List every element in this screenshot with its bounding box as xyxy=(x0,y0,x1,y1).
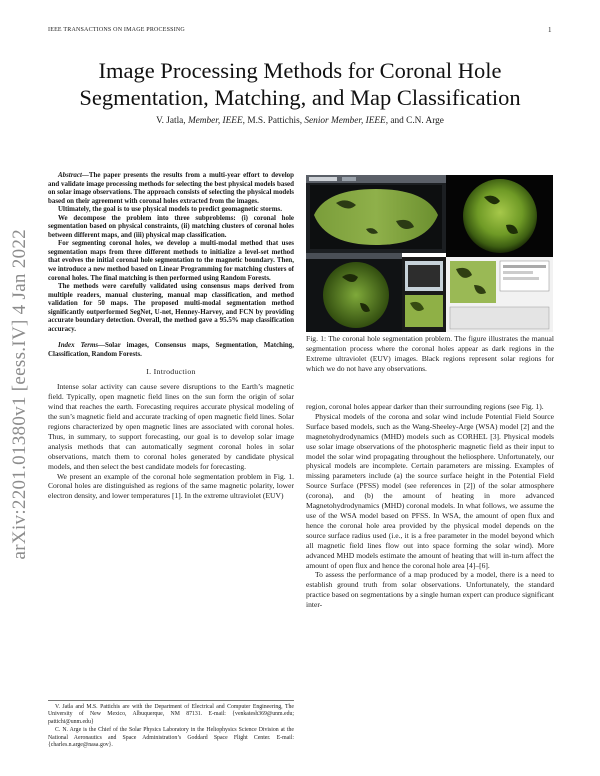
abstract-p5: The methods were carefully validated using consensus maps derived from multiple readers, manual clustering, manual map classification, and method validation for 50 maps. The proposed multi-modal segmentation method significantly outperformed SegNet, U-net, Henney-Harvey, and FCN by providing accurate boundary detection. Overall, the method gave a 95.5% map classification accuracy. xyxy=(48,282,294,333)
footnote-rule xyxy=(48,700,294,701)
segmentation-inset xyxy=(450,261,496,303)
figure-1-caption xyxy=(306,334,554,374)
author-2: , M.S. Pattichis, xyxy=(242,116,305,126)
abstract-p1: The paper presents the results from a multi-year effort to develop and validate image processing methods for selecting the best physical models based on solar image observations. The approach consists of selecting the physical models based on their agreement with coronal holes extracted from the images. xyxy=(48,171,294,205)
arxiv-stamp xyxy=(5,224,35,564)
right-paragraph-0: region, coronal holes appear darker than their surrounding regions (see Fig. 1). xyxy=(306,402,544,411)
paper-title xyxy=(40,57,560,111)
abstract-p4: For segmenting coronal holes, we develop a multi-modal method that uses segmentation maps from three different methods to initialize a level-set method that evolves the initial coronal hole segmentation to the magnetic boundary. Then, we introduce a new method based on Linear Programming for matching clusters of coronal holes. The final matching is then performed using Random Forests. xyxy=(48,239,294,282)
right-paragraph-2: To assess the performance of a map produced by a model, there is a need to establish ground truth from solar observations. Unfortunately, the standard practice based on segmentations by a single human expert can produce significant inter- xyxy=(306,570,554,610)
right-column xyxy=(306,402,554,610)
figure-1-image xyxy=(306,175,553,332)
page-number: 1 xyxy=(548,26,552,34)
right-paragraph-1: Physical models of the corona and solar wind include Potential Field Source Surface based models, such as the Wang-Sheeley-Arge (WSA) model [2] and the magnetohydrodynamics (MHD) models such as CORHEL [3]. Physical models use solar image observations of the photospheric magnetic field as their input to model the solar wind propagating throughout the heliosphere. Unfortunately, our physical models are incomplete. Certain parameters are missing. Examples of missing parameters include (a) the source surface height in the Potential Field Source Surface (PFSS) model (see references in [2]) of the solar atmosphere (corona), and (b) the amount of heating in more advanced Magnetohydrodynamics (MHD) coronal models. In what follows, we assume the use of the WSA model based on PFSS. In WSA, the amount of open flux and hence the coronal hole area provided by the physical model depends on the source surface radius used (i.e., it is a free parameter in the model beyond which all magnetic field lines flow out into space forming the solar wind). More advanced MHD models estimate the amount of heating that will in-turn affect the amount of open flux and hence the coronal hole area [4]–[6]. xyxy=(306,411,554,570)
title-line-2: Segmentation, Matching, and Map Classification xyxy=(79,85,521,110)
author-1: V. Jatla, xyxy=(156,116,188,126)
left-column xyxy=(48,171,294,501)
footnotes xyxy=(48,704,294,750)
abstract-label: Abstract— xyxy=(58,171,89,179)
figure-1 xyxy=(306,175,553,332)
footnote-author-nasa: C. N. Arge is the Chief of the Solar Physics Laboratory in the Heliophysics Science Division at the National Aeronautics and Space Administration’s Goddard Space Flight Center. E-mail: {charles.n.arge@nasa.gov}. xyxy=(48,727,294,749)
author-2-role: Senior Member, IEEE xyxy=(304,116,386,126)
intro-paragraph-1: Intense solar activity can cause severe disruptions to the Earth’s magnetic field. Typically, open magnetic field lines on the sun form the origin of solar wind that reaches the earth. Forecasting requires accurate physical modeling of the sun’s magnetic field and accurate tracking of open magnetic field lines. Solar regions characterized by open magnetic lines are associated with coronal holes. Thus, in summary, to support forecasting, our goal is to develop solar image analysis methods that can automatically segment coronal holes in solar observations, match them to coronal holes generated by candidate physical models, and then select the best candidate models for forecasting. xyxy=(48,382,294,471)
footnote-authors-unm: V. Jatla and M.S. Pattichis are with the Department of Electrical and Computer Engineering, The University of New Mexico, Albuquerque, NM 87131. E-mail: {venkatesh369@unm.edu; pattichi@unm.edu} xyxy=(48,704,294,725)
abstract-p2: Ultimately, the goal is to use physical models to predict geomagnetic storms. xyxy=(58,205,282,214)
title-line-1: Image Processing Methods for Coronal Hole xyxy=(98,58,502,83)
solar-disk xyxy=(463,179,537,253)
running-header: IEEE TRANSACTIONS ON IMAGE PROCESSING xyxy=(48,27,185,33)
index-terms xyxy=(48,341,294,358)
abstract-p3: We decompose the problem into three subproblems: (i) coronal hole segmentation based on physical constraints, (ii) matching clusters of coronal holes between different maps, and (iii) physical map classification. xyxy=(48,213,294,239)
index-terms-text: —Solar images, Consensus maps, Segmentation, Matching, Classification, Random Forests. xyxy=(48,341,294,358)
index-terms-label: Index Terms xyxy=(58,341,99,350)
author-1-role: Member, IEEE xyxy=(187,116,243,126)
intro-paragraph-2: We present an example of the coronal hole segmentation problem in Fig. 1. Coronal holes are distinguished as regions of the same magnetic polarity, lower electron density, and lower temperatures [1]. In the extreme ultraviolet (EUV) xyxy=(48,471,294,501)
figure-1-caption-text: Fig. 1: The coronal hole segmentation problem. The figure illustrates the manual segmentation process where the coronal holes appear as dark regions in the Extreme ultraviolet (EUV) images. Black regions represent solar regions for which we do not have any observations. xyxy=(306,334,554,373)
author-3: , and C.N. Arge xyxy=(385,116,444,126)
abstract xyxy=(48,171,294,358)
arxiv-id: arXiv:2201.01380v1 [eess.IV] 4 Jan 2022 xyxy=(9,228,30,560)
section-heading-introduction: I. Introduction xyxy=(146,367,196,377)
author-list xyxy=(40,116,560,126)
